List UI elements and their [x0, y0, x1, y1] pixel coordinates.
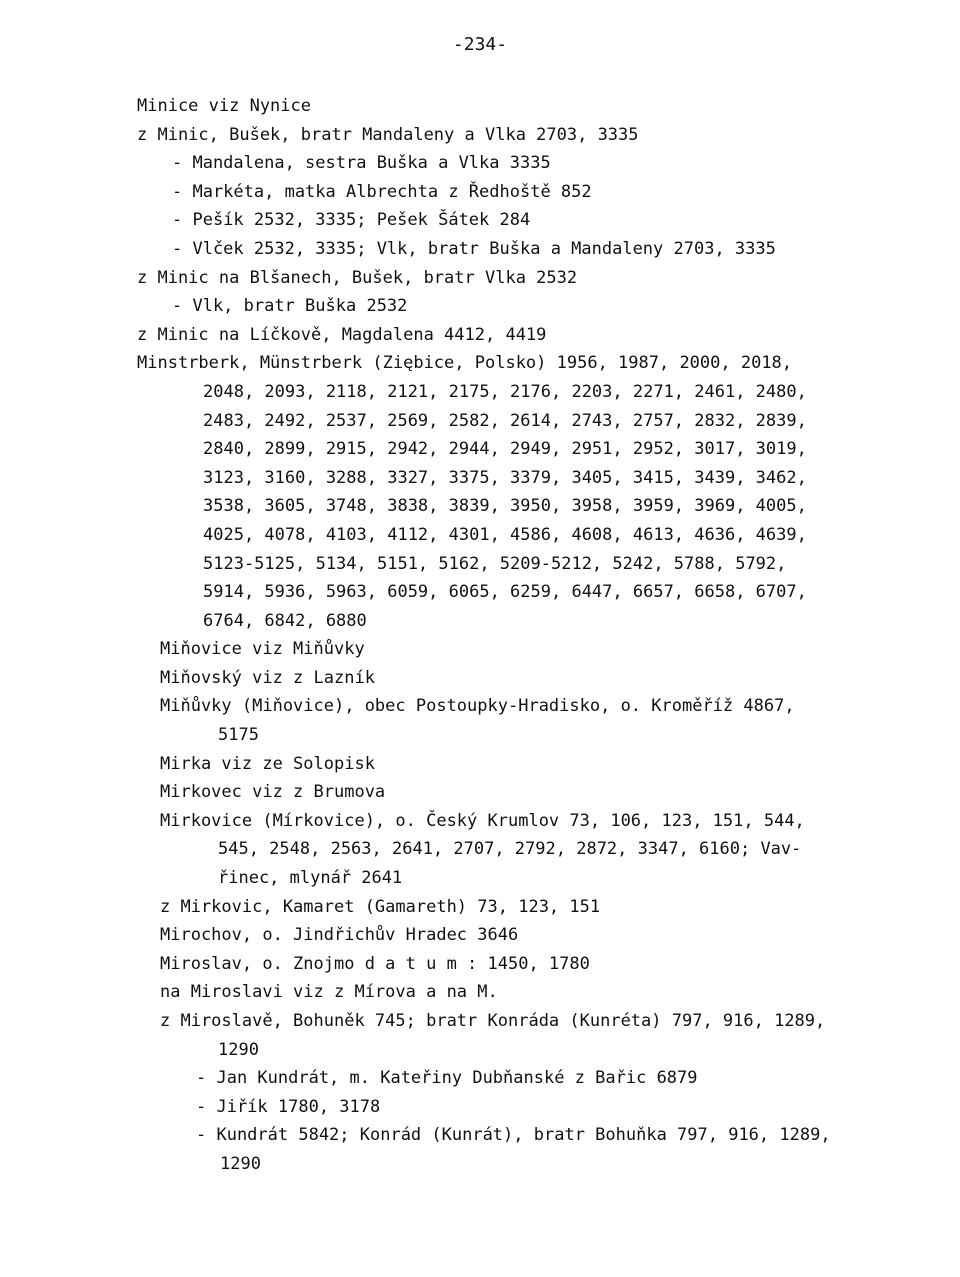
index-entry — [0, 950, 960, 979]
index-entry — [0, 121, 960, 150]
entry-line: Mirochov, o. Jindřichův Hradec 3646 — [160, 925, 519, 946]
index-entry — [0, 778, 960, 807]
entry-continuation-line: řinec, mlynář 2641 — [218, 868, 403, 889]
entry-continuation-line: 5175 — [218, 725, 259, 746]
entry-continuation-line: 5914, 5936, 5963, 6059, 6065, 6259, 6447, 6657, 6658, 6707, — [203, 582, 807, 603]
entry-line: - Pešík 2532, 3335; Pešek Šátek 284 — [172, 210, 531, 231]
index-entry — [0, 178, 960, 207]
entry-line: Minstrberk, Münstrberk (Ziębice, Polsko) 1956, 1987, 2000, 2018, — [137, 353, 793, 374]
index-entry — [0, 349, 960, 635]
entry-continuation-line: 1290 — [220, 1153, 261, 1174]
index-entry — [0, 264, 960, 293]
entry-line: na Miroslavi viz z Mírova a na M. — [160, 982, 498, 1003]
index-entry — [0, 321, 960, 350]
entry-continuation-line: 5123-5125, 5134, 5151, 5162, 5209-5212, 5242, 5788, 5792, — [203, 553, 787, 574]
index-entry — [0, 750, 960, 779]
entry-continuation-line: 2048, 2093, 2118, 2121, 2175, 2176, 2203, 2271, 2461, 2480, — [203, 381, 807, 402]
index-entry — [0, 807, 960, 893]
entry-continuation-line: 6764, 6842, 6880 — [203, 610, 367, 631]
entry-line: z Minic na Blšanech, Bušek, bratr Vlka 2532 — [137, 267, 578, 288]
entry-continuation-line: 2840, 2899, 2915, 2942, 2944, 2949, 2951, 2952, 3017, 3019, — [203, 439, 807, 460]
index-entry — [0, 92, 960, 121]
page-number: -234- — [452, 34, 508, 55]
entry-line: Mirka viz ze Solopisk — [160, 753, 375, 774]
entry-line: z Mirkovic, Kamaret (Gamareth) 73, 123, 151 — [160, 896, 601, 917]
entry-line: z Minic, Bušek, bratr Mandaleny a Vlka 2703, 3335 — [137, 124, 639, 145]
entry-line: Minice viz Nynice — [137, 96, 311, 116]
index-entry — [0, 235, 960, 264]
index-entry — [0, 1007, 960, 1064]
entry-continuation-line: 545, 2548, 2563, 2641, 2707, 2792, 2872, 3347, 6160; Vav- — [218, 839, 802, 860]
index-entry — [0, 1093, 960, 1122]
entry-line: Mirkovec viz z Brumova — [160, 782, 386, 803]
index-entry — [0, 1121, 960, 1178]
index-entry — [0, 893, 960, 922]
index-entry — [0, 206, 960, 235]
entry-line: - Markéta, matka Albrechta z Ředhoště 852 — [172, 181, 592, 202]
entry-line: - Vlček 2532, 3335; Vlk, bratr Buška a Mandaleny 2703, 3335 — [172, 238, 776, 259]
index-entries — [0, 92, 960, 1179]
entry-line: - Jan Kundrát, m. Kateřiny Dubňanské z Bařic 6879 — [196, 1068, 698, 1089]
entry-line: z Minic na Líčkově, Magdalena 4412, 4419 — [137, 324, 547, 345]
entry-line: Miroslav, o. Znojmo d a t u m : 1450, 1780 — [160, 953, 590, 974]
entry-line: Miňovice viz Miňůvky — [160, 639, 365, 660]
index-entry — [0, 292, 960, 321]
index-entry — [0, 978, 960, 1007]
entry-continuation-line: 1290 — [218, 1039, 259, 1060]
entry-line: - Kundrát 5842; Konrád (Kunrát), bratr Bohuňka 797, 916, 1289, — [196, 1125, 831, 1146]
index-entry — [0, 664, 960, 693]
entry-continuation-line: 4025, 4078, 4103, 4112, 4301, 4586, 4608, 4613, 4636, 4639, — [203, 524, 807, 545]
entry-line: Miňovský viz z Lazník — [160, 667, 375, 688]
index-entry — [0, 921, 960, 950]
index-entry — [0, 149, 960, 178]
entry-line: z Miroslavě, Bohuněk 745; bratr Konráda (Kunréta) 797, 916, 1289, — [160, 1011, 826, 1031]
index-entry — [0, 692, 960, 749]
entry-line: Mirkovice (Mírkovice), o. Český Krumlov 73, 106, 123, 151, 544, — [160, 810, 805, 831]
index-entry — [0, 1064, 960, 1093]
entry-continuation-line: 3123, 3160, 3288, 3327, 3375, 3379, 3405, 3415, 3439, 3462, — [203, 467, 807, 488]
entry-line: - Jiřík 1780, 3178 — [196, 1096, 381, 1117]
entry-continuation-line: 2483, 2492, 2537, 2569, 2582, 2614, 2743, 2757, 2832, 2839, — [203, 410, 807, 431]
entry-line: Miňůvky (Miňovice), obec Postoupky-Hradisko, o. Kroměříž 4867, — [160, 696, 795, 717]
index-entry — [0, 635, 960, 664]
entry-continuation-line: 3538, 3605, 3748, 3838, 3839, 3950, 3958, 3959, 3969, 4005, — [203, 496, 807, 517]
entry-line: - Mandalena, sestra Buška a Vlka 3335 — [172, 153, 551, 174]
entry-line: - Vlk, bratr Buška 2532 — [172, 296, 408, 317]
